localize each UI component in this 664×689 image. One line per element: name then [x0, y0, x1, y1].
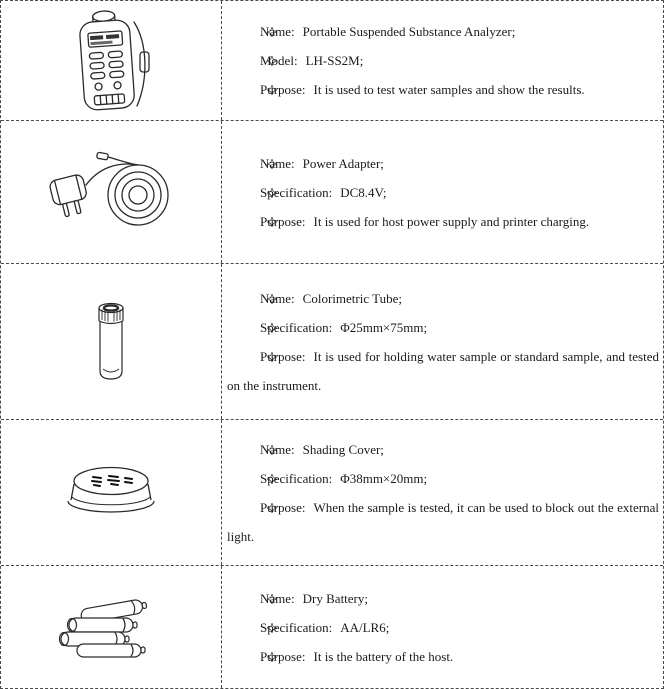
star-bullet-icon — [247, 313, 259, 323]
spec-line — [227, 207, 659, 236]
spec-value: LH-SS2M; — [305, 53, 364, 68]
spec-value: It is the battery of the host. — [313, 648, 454, 664]
item-image-cell — [1, 264, 222, 419]
star-bullet-icon — [247, 435, 259, 445]
spec-line — [227, 17, 659, 46]
star-bullet-icon — [247, 178, 259, 188]
spec-value: Φ25mm×75mm; — [340, 319, 428, 335]
spec-label: Specification: — [260, 319, 333, 335]
item-text-cell — [222, 264, 663, 419]
spec-label: Specification: — [260, 184, 333, 200]
dry-battery-illustration — [53, 594, 169, 660]
item-text-cell — [222, 121, 663, 263]
item-image-cell — [1, 1, 222, 120]
spec-value: Power Adapter; — [302, 155, 384, 171]
spec-value: Dry Battery; — [302, 590, 368, 606]
shading-cover-illustration — [63, 463, 159, 523]
spec-line — [227, 493, 659, 551]
power-adapter-illustration — [44, 145, 178, 239]
spec-label: Purpose: — [260, 648, 306, 664]
spec-line — [227, 464, 659, 493]
table-row — [1, 264, 663, 420]
item-text-cell — [222, 1, 663, 120]
spec-line — [227, 642, 659, 671]
star-bullet-icon — [247, 284, 259, 294]
spec-label: Name: — [260, 290, 295, 306]
spec-value: Portable Suspended Substance Analyzer; — [302, 24, 516, 39]
spec-line — [227, 584, 659, 613]
star-bullet-icon — [247, 613, 259, 623]
spec-value: It is used to test water samples and show the results. — [313, 82, 585, 97]
spec-line — [227, 46, 659, 75]
colorimetric-tube-illustration — [89, 299, 133, 385]
spec-value: AA/LR6; — [340, 619, 390, 635]
table-row — [1, 420, 663, 566]
star-bullet-icon — [247, 464, 259, 474]
spec-label: Name: — [260, 590, 295, 606]
spec-label: Name: — [260, 24, 295, 39]
spec-line — [227, 284, 659, 313]
spec-label: Purpose: — [260, 499, 306, 515]
spec-label: Specification: — [260, 619, 333, 635]
spec-line — [227, 342, 659, 400]
spec-line — [227, 313, 659, 342]
item-text-cell — [222, 566, 663, 688]
star-bullet-icon — [247, 46, 259, 56]
spec-label: Name: — [260, 441, 295, 457]
spec-value: It is used for host power supply and printer charging. — [313, 213, 590, 229]
star-bullet-icon — [247, 17, 259, 27]
spec-value: When the sample is tested, it can be used to block out the external light. — [227, 499, 659, 544]
star-bullet-icon — [247, 642, 259, 652]
spec-line — [227, 178, 659, 207]
spec-value: Shading Cover; — [302, 441, 384, 457]
table-row — [1, 566, 663, 688]
analyzer-illustration — [52, 8, 170, 114]
spec-label: Purpose: — [260, 213, 306, 229]
spec-label: Model: — [260, 53, 298, 68]
star-bullet-icon — [247, 149, 259, 159]
table-row — [1, 1, 663, 121]
spec-value: Colorimetric Tube; — [302, 290, 402, 306]
spec-line — [227, 149, 659, 178]
item-image-cell — [1, 420, 222, 565]
spec-label: Purpose: — [260, 348, 306, 364]
spec-value: Φ38mm×20mm; — [340, 470, 428, 486]
star-bullet-icon — [247, 584, 259, 594]
table-row — [1, 121, 663, 264]
star-bullet-icon — [247, 75, 259, 85]
spec-line — [227, 75, 659, 104]
spec-line — [227, 613, 659, 642]
star-bullet-icon — [247, 493, 259, 503]
spec-label: Specification: — [260, 470, 333, 486]
item-image-cell — [1, 121, 222, 263]
spec-label: Name: — [260, 155, 295, 171]
star-bullet-icon — [247, 342, 259, 352]
spec-value: DC8.4V; — [340, 184, 387, 200]
spec-label: Purpose: — [260, 82, 306, 97]
item-image-cell — [1, 566, 222, 688]
star-bullet-icon — [247, 207, 259, 217]
spec-value: It is used for holding water sample or standard sample, and tested on the instrument. — [227, 348, 659, 393]
item-text-cell — [222, 420, 663, 565]
spec-line — [227, 435, 659, 464]
